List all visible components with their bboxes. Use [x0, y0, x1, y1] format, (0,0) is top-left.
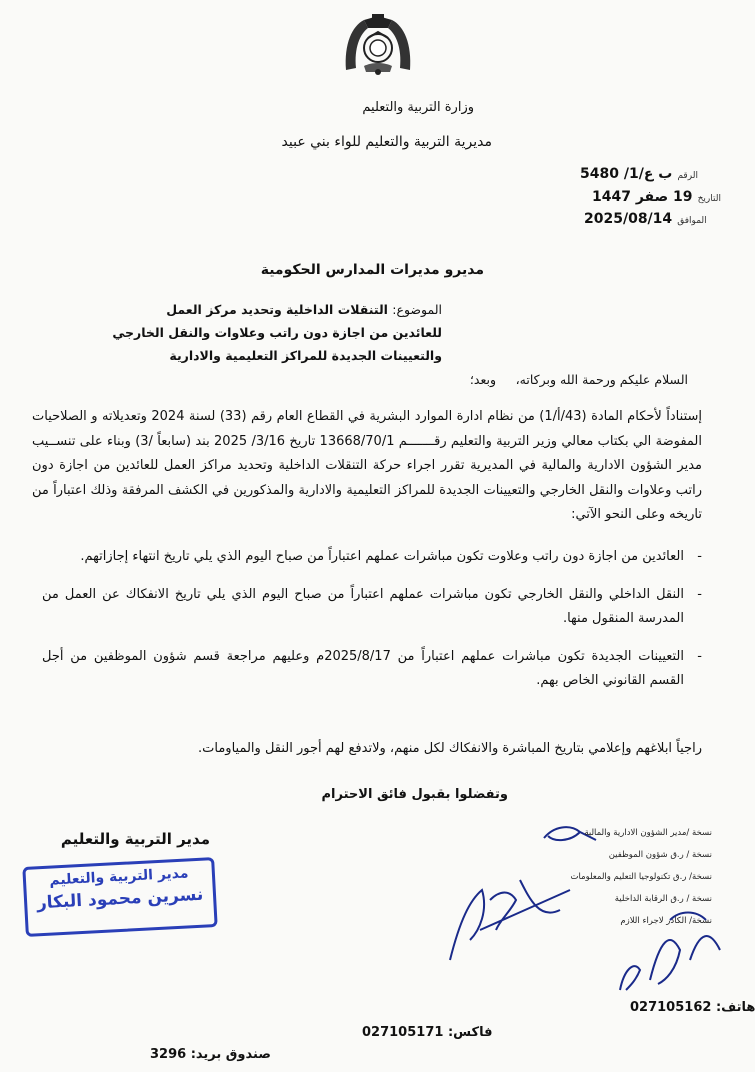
- po-box: [150, 1047, 271, 1062]
- fax-label: فاكس:: [447, 1025, 493, 1040]
- subject-line-3: والتعيينات الجديدة للمراكز التعليمية والادارية: [169, 348, 442, 363]
- subject-label: الموضوع:: [392, 302, 442, 317]
- greeting-continuation: وبعد؛: [469, 372, 496, 387]
- date-label: التاريخ: [697, 194, 721, 204]
- corresponding-label: الموافق: [677, 216, 707, 226]
- handwritten-signature: [430, 860, 580, 980]
- copies-list: [570, 822, 712, 932]
- reference-number-label: الرقم: [677, 171, 698, 181]
- pobox-label: صندوق بريد:: [190, 1047, 271, 1062]
- copy-recipient: نسخة/ ر.ق تكنولوجيا التعليم والمعلومات: [570, 872, 712, 882]
- subject-line-1: التنقلات الداخلية وتحديد مركز العمل: [166, 302, 388, 317]
- addressee: مديرو مديرات المدارس الحكومية: [260, 262, 484, 278]
- subject-line-2: للعائدين من اجازة دون راتب وعلاوات والنقل الخارجي: [112, 325, 442, 340]
- gregorian-date: 2025/08/14: [584, 211, 673, 227]
- hijri-date: 19 صفر 1447: [592, 189, 693, 205]
- phone-number: [630, 1000, 755, 1015]
- instruction-list: [42, 545, 702, 707]
- copy-recipient: نسخة/ الكادر لاجراء اللازم: [620, 916, 712, 926]
- closing-request: راجياً ابلاغهم وإعلامي بتاريخ المباشرة والانفكاك لكل منهم، ولاتدفع لهم أجور النقل والمياومات.: [198, 741, 702, 756]
- copy-recipient: نسخة / ر.ق شؤون الموظفين: [608, 850, 712, 860]
- pobox-value: 3296: [150, 1047, 187, 1062]
- directorate-name: مديرية التربية والتعليم للواء بني عبيد: [281, 134, 492, 150]
- stamp-title: مدير التربية والتعليم: [49, 865, 189, 889]
- phone-value: 027105162: [630, 1000, 712, 1015]
- instruction-item: - النقل الداخلي والنقل الخارجي تكون مباشرات عملهم اعتباراً من صباح اليوم الذي يلي تاريخ الانفكاك عن العمل من المدرسة المنقول منها.: [42, 583, 702, 631]
- official-stamp: [22, 857, 217, 937]
- greeting: السلام عليكم ورحمة الله وبركاته،: [515, 372, 688, 387]
- body-paragraph: إستناداً لأحكام المادة (43/أ/1) من نظام ادارة الموارد البشرية في القطاع العام رقم (33) لسنة 2024 وتعديلاته و الصلاحيات المفوضة الي بكتاب معالي وزير التربية والتعليم رقـــــــم 13668/70/1 تاريخ 3/16/ 2025 بند (سابعاً /3) وبناء على تنســيب مدير الشؤون الادارية والمالية في المديرية تقرر اجراء حركة التنقلات الداخلية وتحديد مراكز العمل للعائدين من اجازة دون راتب وعلاوات والنقل الخارجي والتعيينات الجديدة للمراكز التعليمية والادارية والمذكورين في الكشف المرفقة وذلك اعتباراً من تاريخه وعلى النحو الآتي:: [32, 409, 702, 522]
- reference-number: ب ع/1/ 5480: [580, 166, 673, 182]
- instruction-item: - العائدين من اجازة دون راتب وعلاوت تكون مباشرات عملهم اعتباراً من صباح اليوم الذي يلي تاريخ انتهاء إجازاتهم.: [42, 545, 702, 569]
- stamp-name: نسرين محمود البكار: [36, 884, 204, 914]
- phone-label: هاتف:: [715, 1000, 755, 1015]
- copy-recipient: نسخة /مدير الشؤون الادارية والمالية: [584, 828, 712, 838]
- fax-value: 027105171: [362, 1025, 444, 1040]
- closing-regards: وتفضلوا بقبول فائق الاحترام: [321, 787, 508, 802]
- subject-block: [22, 298, 442, 367]
- instruction-item: - التعيينات الجديدة تكون مباشرات عملهم اعتباراً من 2025/8/17م وعليهم مراجعة قسم شؤون الموظفين من أجل القسم القانوني الخاص بهم.: [42, 645, 702, 693]
- fax-number: [362, 1025, 492, 1040]
- ministry-name: وزارة التربية والتعليم: [362, 100, 474, 115]
- copy-recipient: نسخة / ر.ق الرقابة الداخلية: [614, 894, 712, 904]
- signer-title: مدير التربية والتعليم: [60, 830, 210, 848]
- coat-of-arms-emblem: [338, 14, 418, 76]
